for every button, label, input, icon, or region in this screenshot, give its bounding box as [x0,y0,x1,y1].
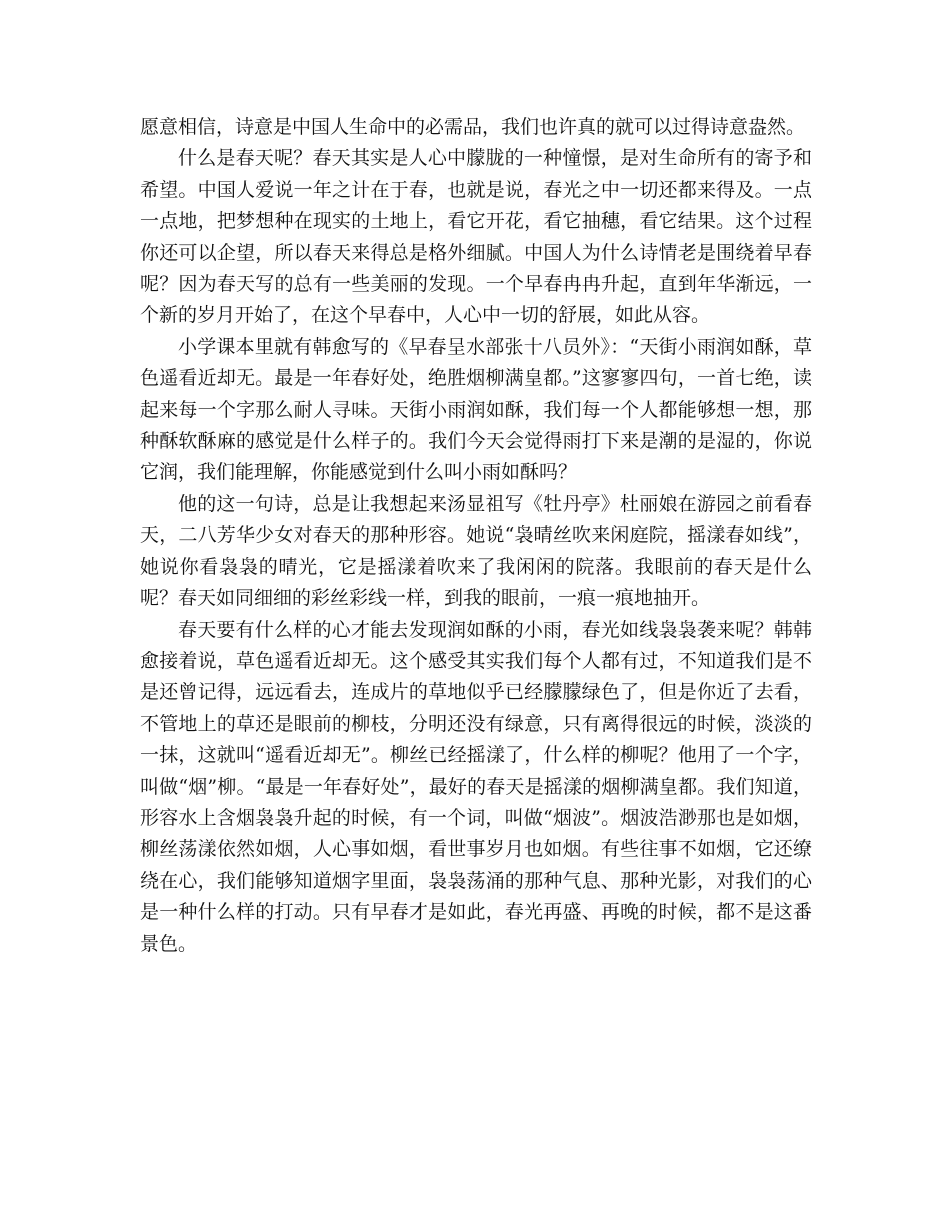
article-body [140,112,812,960]
paragraph-continuation: 愿意相信，诗意是中国人生命中的必需品，我们也许真的就可以过得诗意盎然。 [140,116,806,138]
paragraph-what-is-spring: 什么是春天呢？春天其实是人心中朦胧的一种憧憬，是对生命所有的寄予和希望。中国人爱说一年之计在于春，也就是说，春光之中一切还都来得及。一点一点地，把梦想种在现实的土地上，看它开花，看它抽穗，看它结果。这个过程你还可以企望，所以春天来得总是格外细腻。中国人为什么诗情老是围绕着早春呢？因为春天写的总有一些美丽的发现。一个早春冉冉升起，直到年华渐远，一个新的岁月开始了，在这个早春中，人心中一切的舒展，如此从容。 [140,147,812,327]
paragraph-peony-pavilion: 他的这一句诗，总是让我想起来汤显祖写《牡丹亭》杜丽娘在游园之前看春天，二八芳华少女对春天的那种形容。她说“袅晴丝吹来闲庭院，摇漾春如线”，她说你看袅袅的晴光，它是摇漾着吹来了我闲闲的院落。我眼前的春天是什么呢？春天如同细细的彩丝彩线一样，到我的眼前，一痕一痕地抽开。 [140,492,812,610]
paragraph-han-yu-poem: 小学课本里就有韩愈写的《早春呈水部张十八员外》：“天街小雨润如酥，草色遥看近却无。最是一年春好处，绝胜烟柳满皇都。”这寥寥四句，一首七绝，读起来每一个字那么耐人寻味。天街小雨润如酥，我们每一个人都能够想一想，那种酥软酥麻的感觉是什么样子的。我们今天会觉得雨打下来是潮的是湿的，你说它润，我们能理解，你能感觉到什么叫小雨如酥吗？ [140,335,812,484]
paragraph-misty-willows: 春天要有什么样的心才能去发现润如酥的小雨，春光如线袅袅袭来呢？韩韩愈接着说，草色遥看近却无。这个感受其实我们每个人都有过，不知道我们是不是还曾记得，远远看去，连成片的草地似乎已经朦朦绿色了，但是你近了去看，不管地上的草还是眼前的柳枝，分明还没有绿意，只有离得很远的时候，淡淡的一抹，这就叫“遥看近却无”。柳丝已经摇漾了，什么样的柳呢？他用了一个字，叫做“烟”柳。“最是一年春好处”，最好的春天是摇漾的烟柳满皇都。我们知道，形容水上含烟袅袅升起的时候，有一个词，叫做“烟波”。烟波浩渺那也是如烟，柳丝荡漾依然如烟，人心事如烟，看世事岁月也如烟。有些往事不如烟，它还缭绕在心，我们能够知道烟字里面，袅袅荡涌的那种气息、那种光影，对我们的心是一种什么样的打动。只有早春才是如此，春光再盛、再晚的时候，都不是这番景色。 [140,618,812,955]
